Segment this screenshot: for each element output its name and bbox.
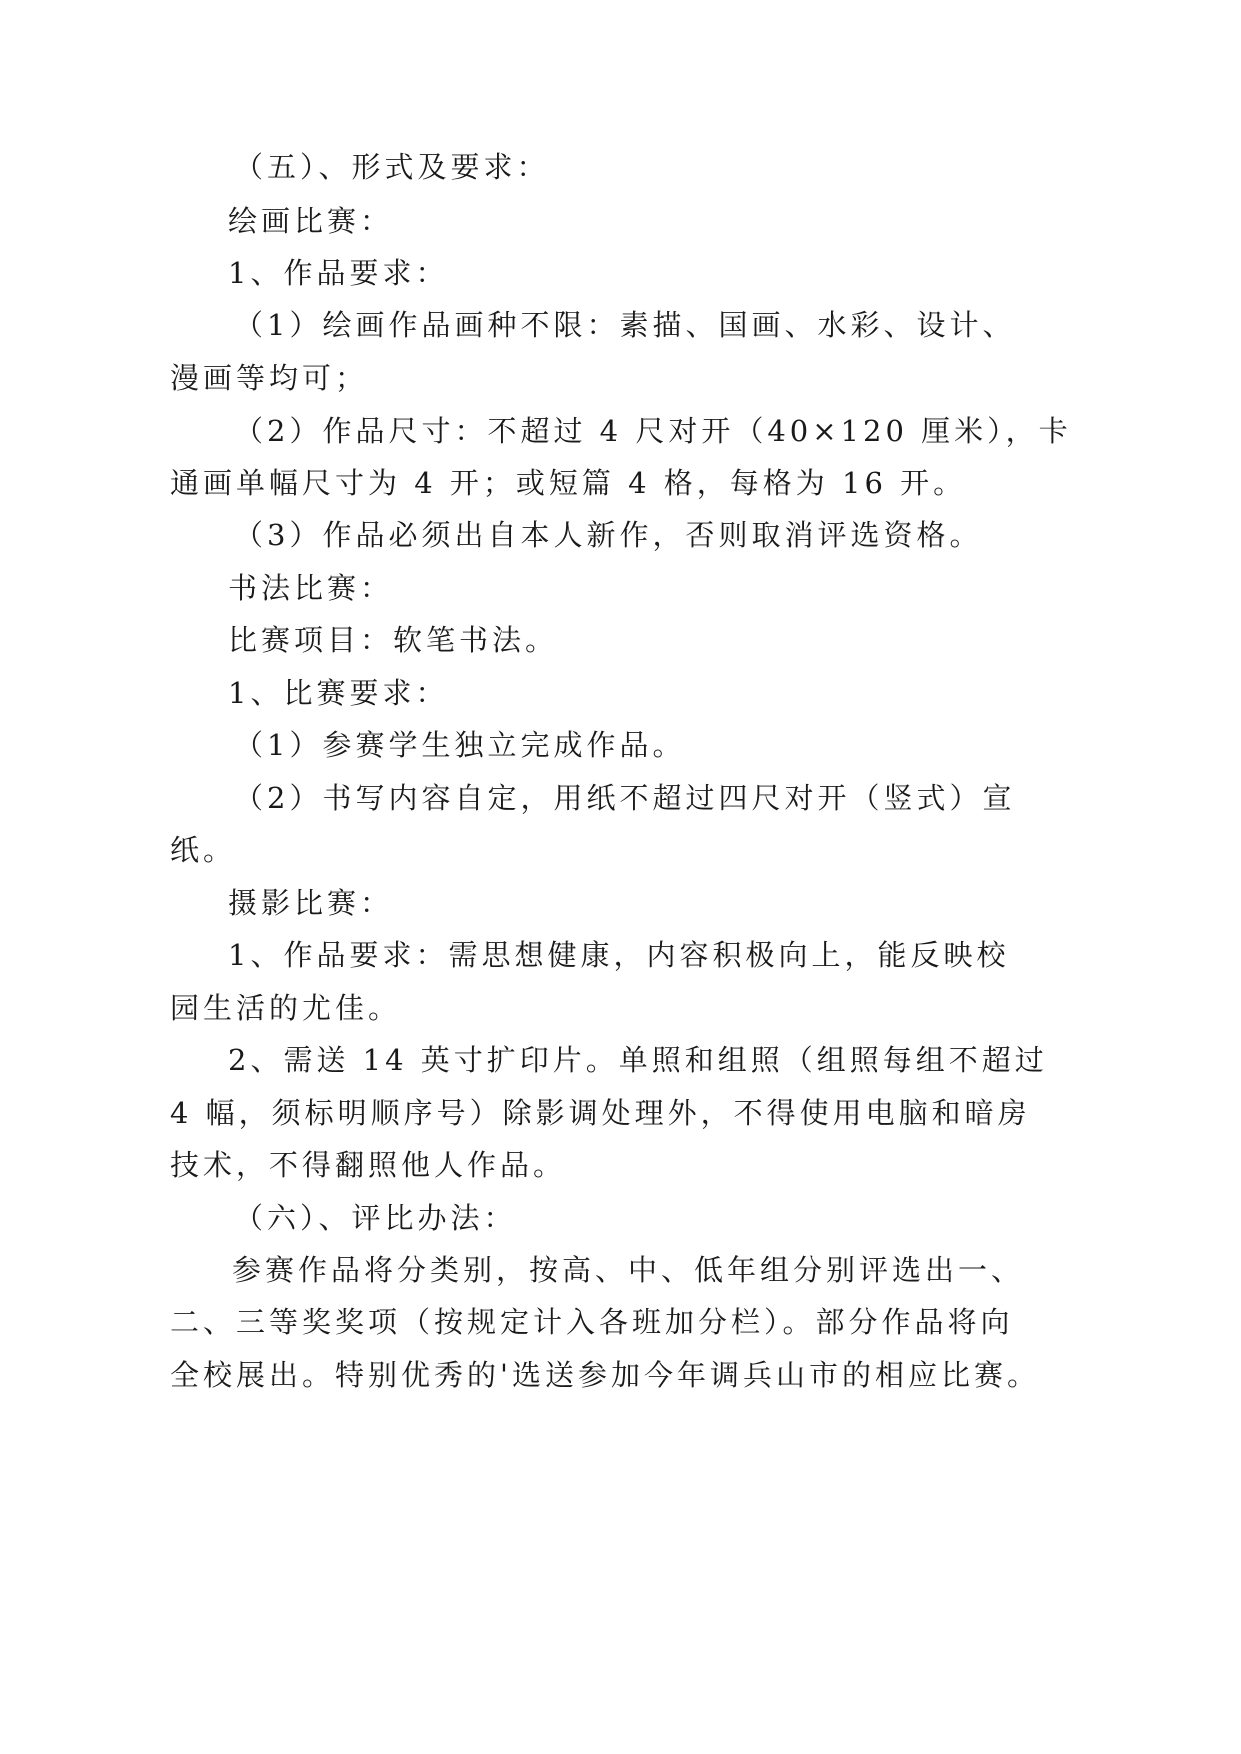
photography-item-2-line-1: 2、需送 14 英寸扩印片。单照和组照（组照每组不超过	[228, 1043, 1048, 1077]
calligraphy-item-2-line-2: 纸。	[170, 833, 237, 867]
painting-item-2-line-1: （2）作品尺寸：不超过 4 尺对开（40×120 厘米），卡	[234, 414, 1072, 448]
photography-item-2-line-3: 技术，不得翻照他人作品。	[170, 1148, 567, 1182]
evaluation-paragraph-line-1: 参赛作品将分类别，按高、中、低年组分别评选出一、	[232, 1253, 1025, 1287]
evaluation-paragraph-line-2: 二、三等奖奖项（按规定计入各班加分栏）。部分作品将向	[170, 1305, 1014, 1339]
painting-item-2-line-2: 通画单幅尺寸为 4 开；或短篇 4 格，每格为 16 开。	[170, 466, 967, 500]
calligraphy-item-2-line-1: （2）书写内容自定，用纸不超过四尺对开（竖式）宣	[234, 781, 1016, 815]
section-heading-5: （五）、形式及要求：	[234, 150, 550, 184]
calligraphy-event: 比赛项目：软笔书法。	[228, 623, 559, 657]
painting-item-1-line-2: 漫画等均可；	[170, 361, 369, 395]
section-heading-6: （六）、评比办法：	[234, 1201, 517, 1235]
calligraphy-item-1: （1）参赛学生独立完成作品。	[234, 728, 686, 762]
photography-item-2-line-2: 4 幅，须标明顺序号）除影调处理外，不得使用电脑和暗房	[170, 1096, 1031, 1130]
painting-item-3: （3）作品必须出自本人新作，否则取消评选资格。	[234, 518, 983, 552]
painting-requirements-heading: 1、作品要求：	[228, 256, 449, 290]
painting-item-1-line-1: （1）绘画作品画种不限：素描、国画、水彩、设计、	[234, 308, 1016, 342]
subheading-photography: 摄影比赛：	[228, 886, 394, 920]
subheading-painting: 绘画比赛：	[228, 204, 394, 238]
photography-item-1-line-1: 1、作品要求：需思想健康，内容积极向上，能反映校	[228, 938, 1010, 972]
subheading-calligraphy: 书法比赛：	[228, 571, 394, 605]
photography-item-1-line-2: 园生活的尤佳。	[170, 991, 402, 1025]
evaluation-paragraph-line-3: 全校展出。特别优秀的'选送参加今年调兵山市的相应比赛。	[170, 1358, 1040, 1392]
calligraphy-requirements-heading: 1、比赛要求：	[228, 676, 449, 710]
